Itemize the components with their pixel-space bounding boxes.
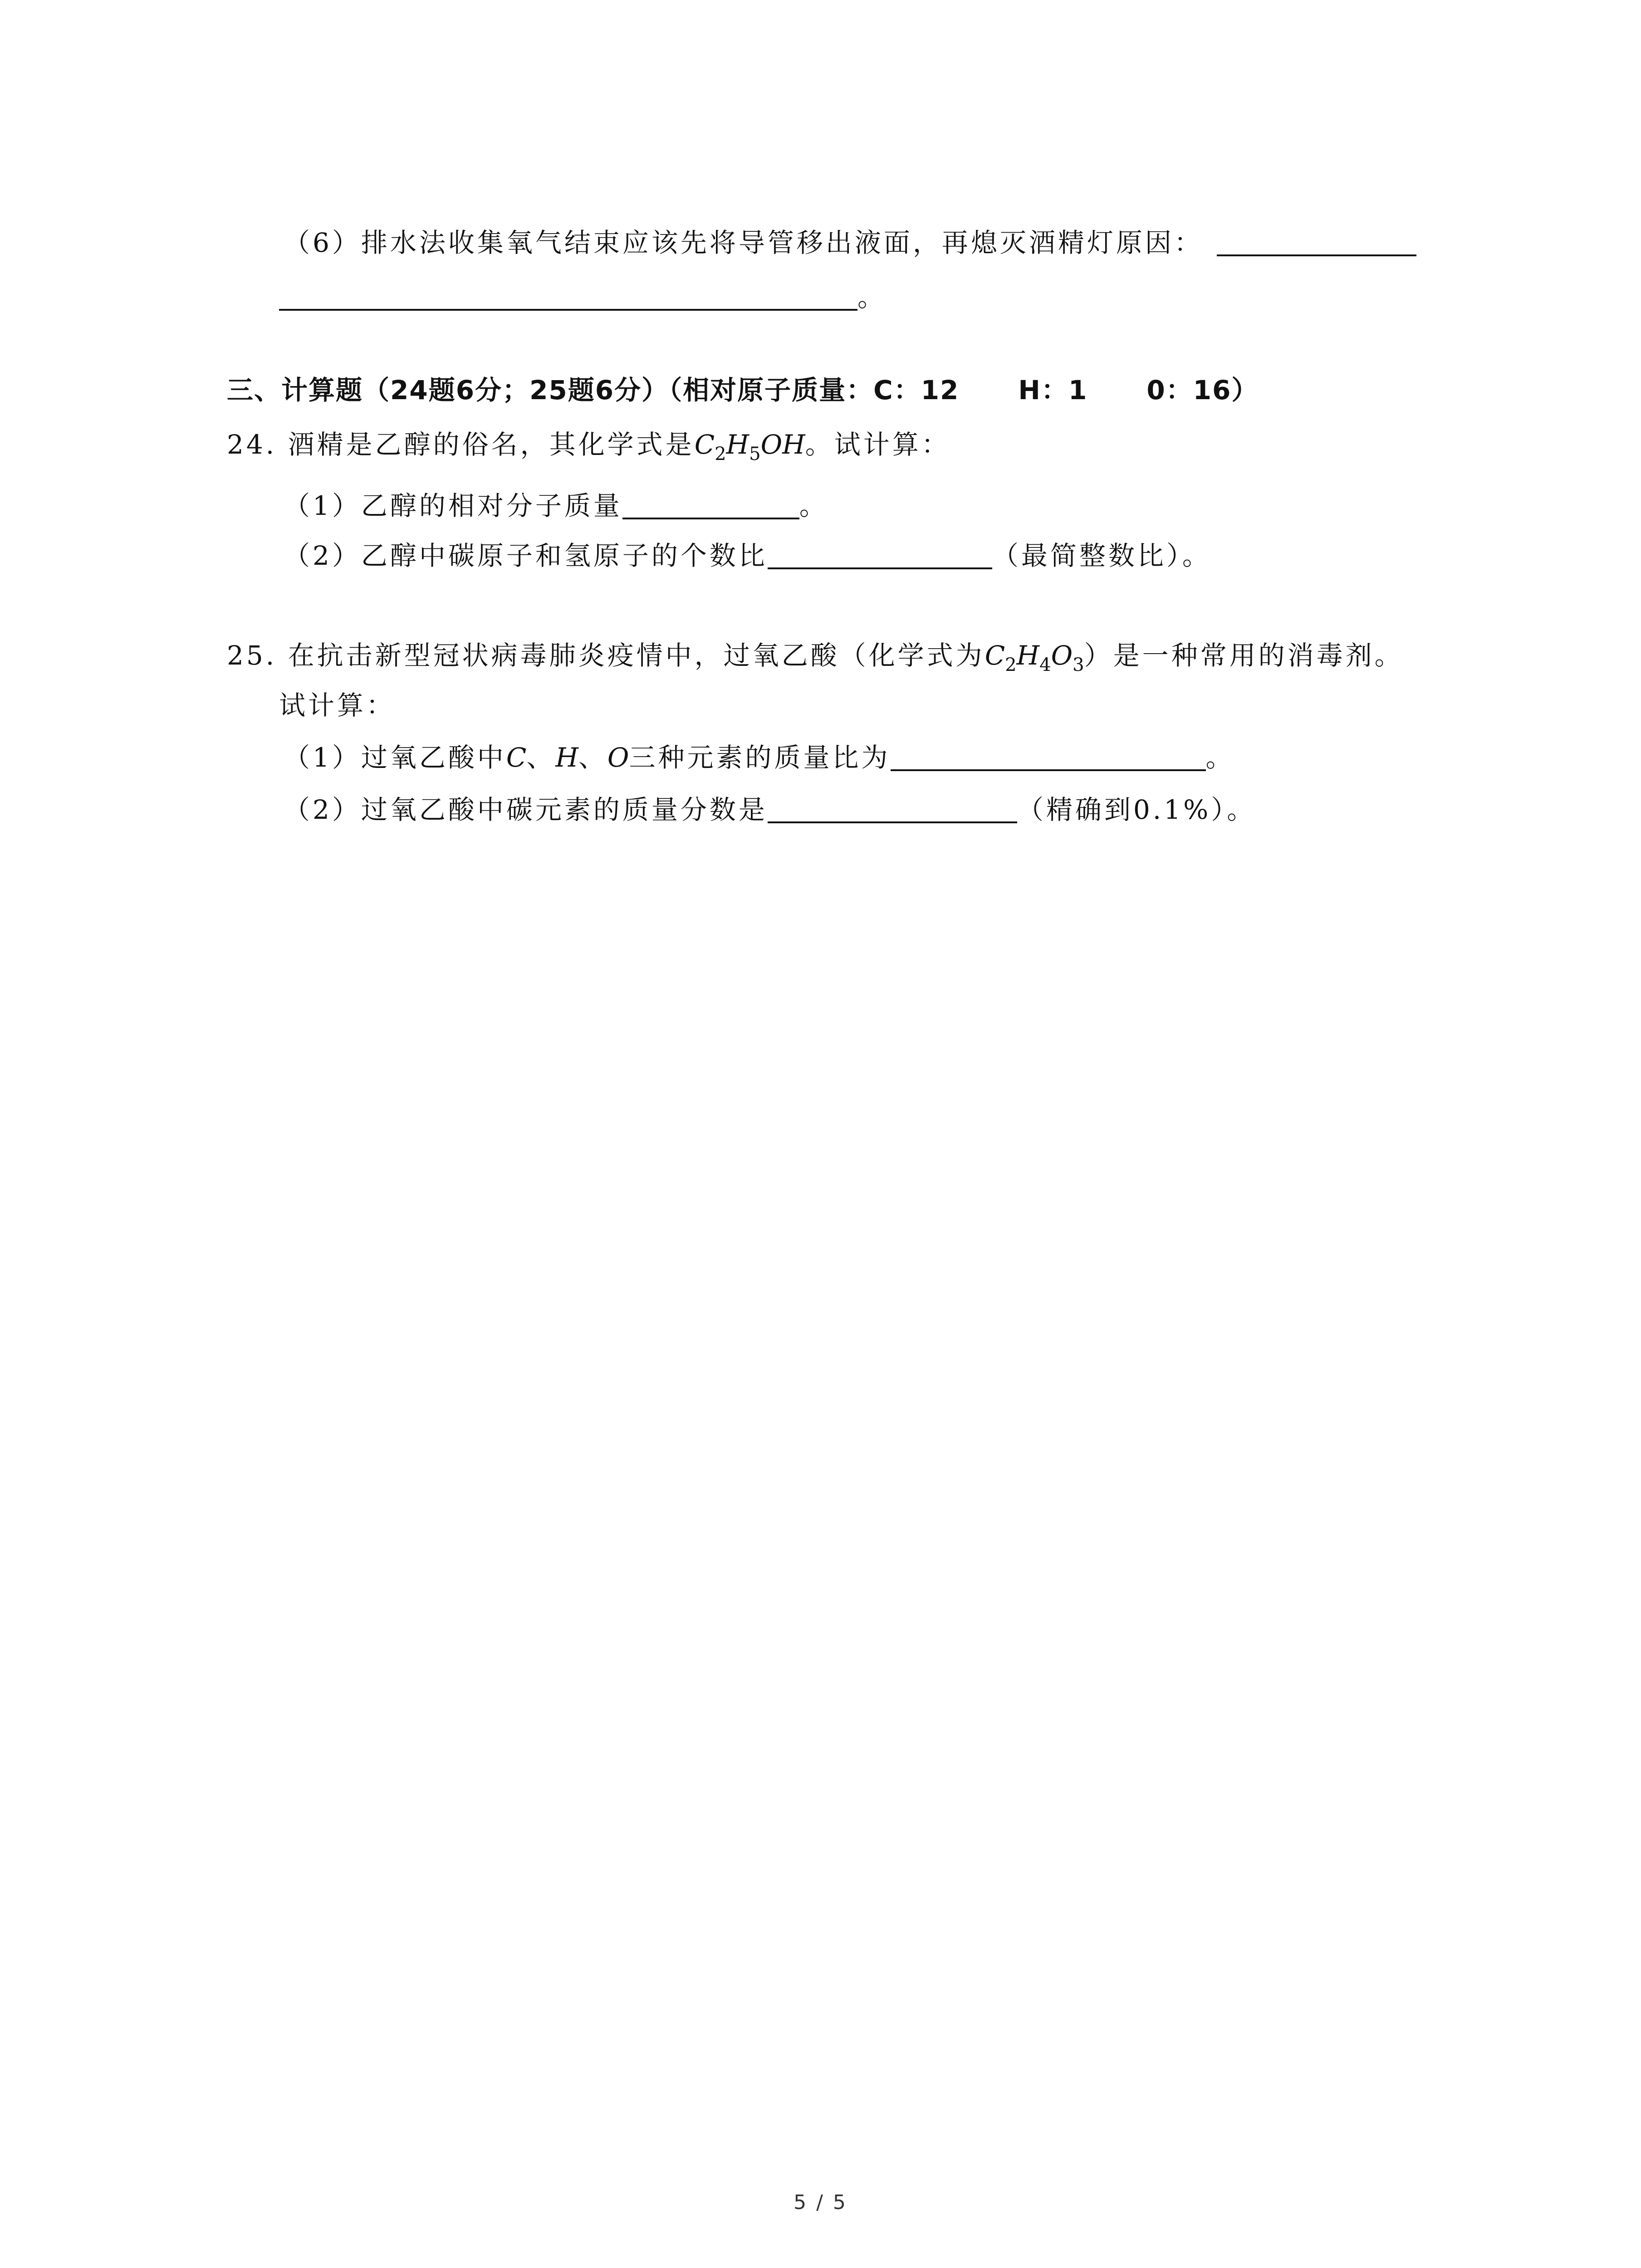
q24-part2-text: （2）乙醇中碳原子和氢原子的个数比 — [284, 540, 768, 571]
q24-stem-text: 24. 酒精是乙醇的俗名，其化学式是 — [227, 429, 695, 460]
q6-line-2 — [279, 279, 887, 315]
q25-part1-text-b: 三种元素的质量比为 — [629, 742, 891, 773]
q25-part1-blank[interactable] — [891, 742, 1206, 771]
q6-end: 。 — [857, 282, 887, 313]
q25-part2-blank[interactable] — [768, 794, 1017, 823]
q25-stem-text: 25. 在抗击新型冠状病毒肺炎疫情中，过氧乙酸（化学式为 — [227, 640, 985, 671]
q25-stem2-text: 试计算： — [279, 690, 396, 721]
q24-part2-blank[interactable] — [768, 540, 992, 569]
section3-o: 0：16） — [1146, 375, 1259, 406]
q24-part2-end: （最简整数比）。 — [992, 540, 1211, 571]
page-number: 5 / 5 — [794, 2191, 847, 2214]
q25-part2 — [284, 792, 1256, 828]
q25-part1-end: 。 — [1205, 742, 1235, 773]
q6-answer-blank-2[interactable] — [279, 282, 857, 311]
q25-element-c: C — [506, 742, 527, 773]
q25-part2-text: （2）过氧乙酸中碳元素的质量分数是 — [284, 794, 768, 825]
q25-element-o: O — [607, 742, 629, 773]
q25-stem-end: ）是一种常用的消毒剂。 — [1084, 640, 1404, 671]
q6-line — [284, 225, 1416, 261]
q25-stem-2 — [279, 687, 395, 723]
q25-element-h: H — [555, 742, 578, 773]
q24-stem — [227, 426, 950, 463]
q24-formula: $C_2H_5OH$ — [694, 429, 805, 464]
q25-part2-end: （精确到0.1%）。 — [1017, 794, 1256, 825]
q24-part1 — [284, 488, 828, 524]
q6-text: （6）排水法收集氧气结束应该先将导管移出液面，再熄灭酒精灯原因： — [284, 227, 1203, 258]
section3-heading — [227, 372, 1259, 408]
q6-answer-blank-1[interactable] — [1217, 227, 1416, 256]
q24-part2 — [284, 538, 1211, 574]
q25-part1-text-a: （1）过氧乙酸中 — [284, 742, 506, 773]
section3-title: 三、计算题（24题6分；25题6分）（相对原子质量：C：12 — [227, 375, 960, 406]
q24-part1-blank[interactable] — [622, 490, 799, 519]
q25-stem — [227, 637, 1404, 674]
q25-formula: $C_2H_4O_3$ — [985, 640, 1084, 675]
q24-part1-text: （1）乙醇的相对分子质量 — [284, 490, 622, 521]
q24-part1-end: 。 — [799, 490, 828, 521]
section3-h: H：1 — [1018, 375, 1088, 406]
q24-stem-end: 。试计算： — [805, 429, 950, 460]
q25-part1: （1）过氧乙酸中C、H、O三种元素的质量比为 。 — [284, 742, 1235, 773]
